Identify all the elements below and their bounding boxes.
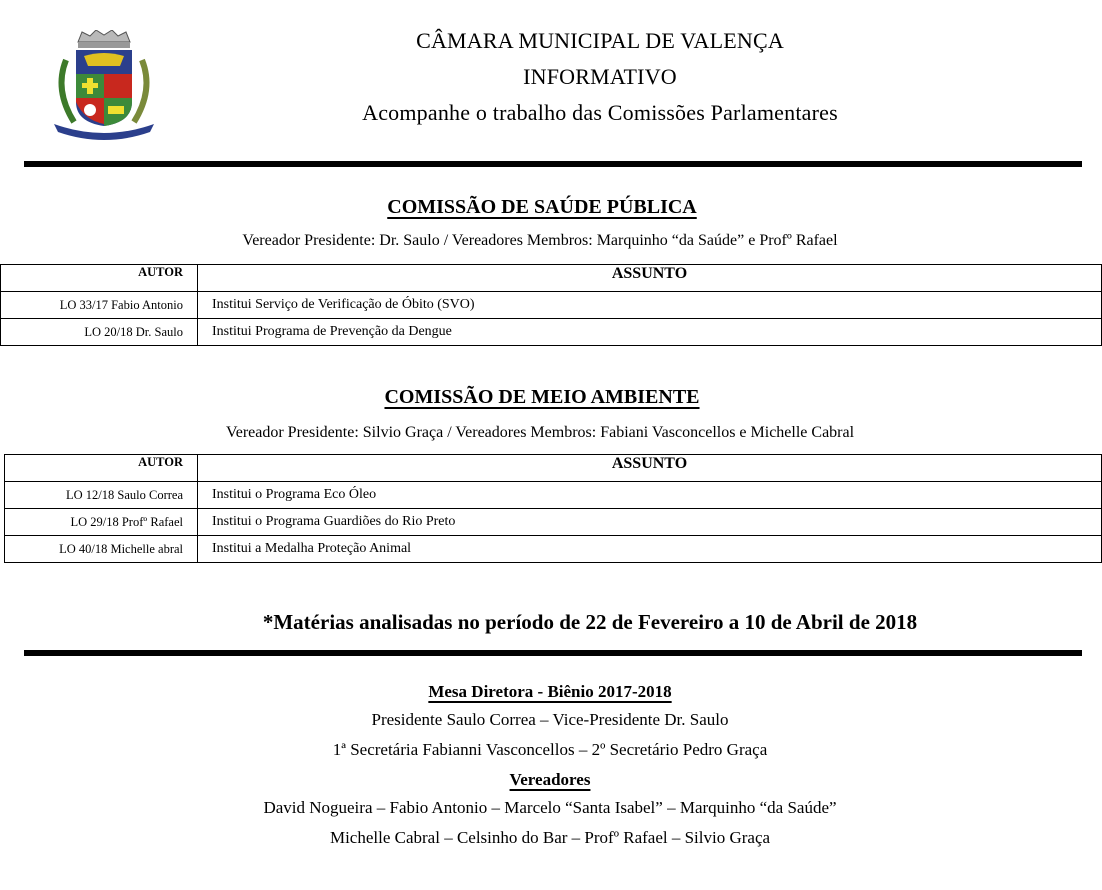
cell-assunto: Institui Serviço de Verificação de Óbito (SVO) bbox=[198, 292, 1102, 319]
header-assunto: ASSUNTO bbox=[198, 455, 1102, 482]
commission-members-meio-ambiente: Vereador Presidente: Silvio Graça / Vereadores Membros: Fabiani Vasconcellos e Michelle Cabral bbox=[225, 424, 855, 441]
vereadores-title-text: Vereadores bbox=[509, 770, 591, 789]
coat-of-arms-logo bbox=[44, 30, 164, 140]
mesa-line-1: Presidente Saulo Correa – Vice-Presidente Dr. Saulo bbox=[371, 710, 729, 729]
cell-assunto: Institui Programa de Prevenção da Dengue bbox=[198, 319, 1102, 346]
cell-autor: LO 12/18 Saulo Correa bbox=[5, 482, 198, 509]
table-row bbox=[1, 292, 1102, 319]
cell-autor: LO 29/18 Profº Rafael bbox=[5, 509, 198, 536]
header-assunto: ASSUNTO bbox=[198, 265, 1102, 292]
cell-autor: LO 33/17 Fabio Antonio bbox=[1, 292, 198, 319]
table-saude bbox=[0, 264, 1102, 346]
divider-bottom bbox=[24, 650, 1082, 656]
table-row bbox=[5, 482, 1102, 509]
table-meio-ambiente bbox=[4, 454, 1102, 563]
header-autor: AUTOR bbox=[5, 455, 198, 482]
table-row bbox=[5, 509, 1102, 536]
mesa-line-2: 1ª Secretária Fabianni Vasconcellos – 2º Secretário Pedro Graça bbox=[332, 740, 768, 759]
mesa-title bbox=[100, 682, 1000, 702]
table-header-row bbox=[1, 265, 1102, 292]
header-subtitle: INFORMATIVO bbox=[523, 64, 677, 89]
header-tagline: Acompanhe o trabalho das Comissões Parlamentares bbox=[362, 100, 838, 125]
divider-top bbox=[24, 161, 1082, 167]
table-row bbox=[5, 536, 1102, 563]
vereadores-line-2: Michelle Cabral – Celsinho do Bar – Profº Rafael – Silvio Graça bbox=[329, 828, 771, 847]
vereadores-title bbox=[100, 770, 1000, 790]
cell-assunto: Institui a Medalha Proteção Animal bbox=[198, 536, 1102, 563]
header-autor: AUTOR bbox=[1, 265, 198, 292]
vereadores-line-1: David Nogueira – Fabio Antonio – Marcelo “Santa Isabel” – Marquinho “da Saúde” bbox=[263, 798, 837, 817]
cell-autor: LO 20/18 Dr. Saulo bbox=[1, 319, 198, 346]
table-header-row bbox=[5, 455, 1102, 482]
commission-members-saude: Vereador Presidente: Dr. Saulo / Vereadores Membros: Marquinho “da Saúde” e Profº Rafael bbox=[242, 232, 838, 249]
period-note: *Matérias analisadas no período de 22 de Fevereiro a 10 de Abril de 2018 bbox=[262, 610, 918, 634]
cell-assunto: Institui o Programa Eco Óleo bbox=[198, 482, 1102, 509]
table-row bbox=[1, 319, 1102, 346]
commission-title-meio-ambiente: COMISSÃO DE MEIO AMBIENTE bbox=[384, 386, 700, 408]
commission-title-saude: COMISSÃO DE SAÚDE PÚBLICA bbox=[387, 196, 697, 218]
mesa-title-text: Mesa Diretora - Biênio 2017-2018 bbox=[428, 682, 672, 701]
header-title: CÂMARA MUNICIPAL DE VALENÇA bbox=[416, 28, 784, 53]
cell-autor: LO 40/18 Michelle abral bbox=[5, 536, 198, 563]
cell-assunto: Institui o Programa Guardiões do Rio Preto bbox=[198, 509, 1102, 536]
